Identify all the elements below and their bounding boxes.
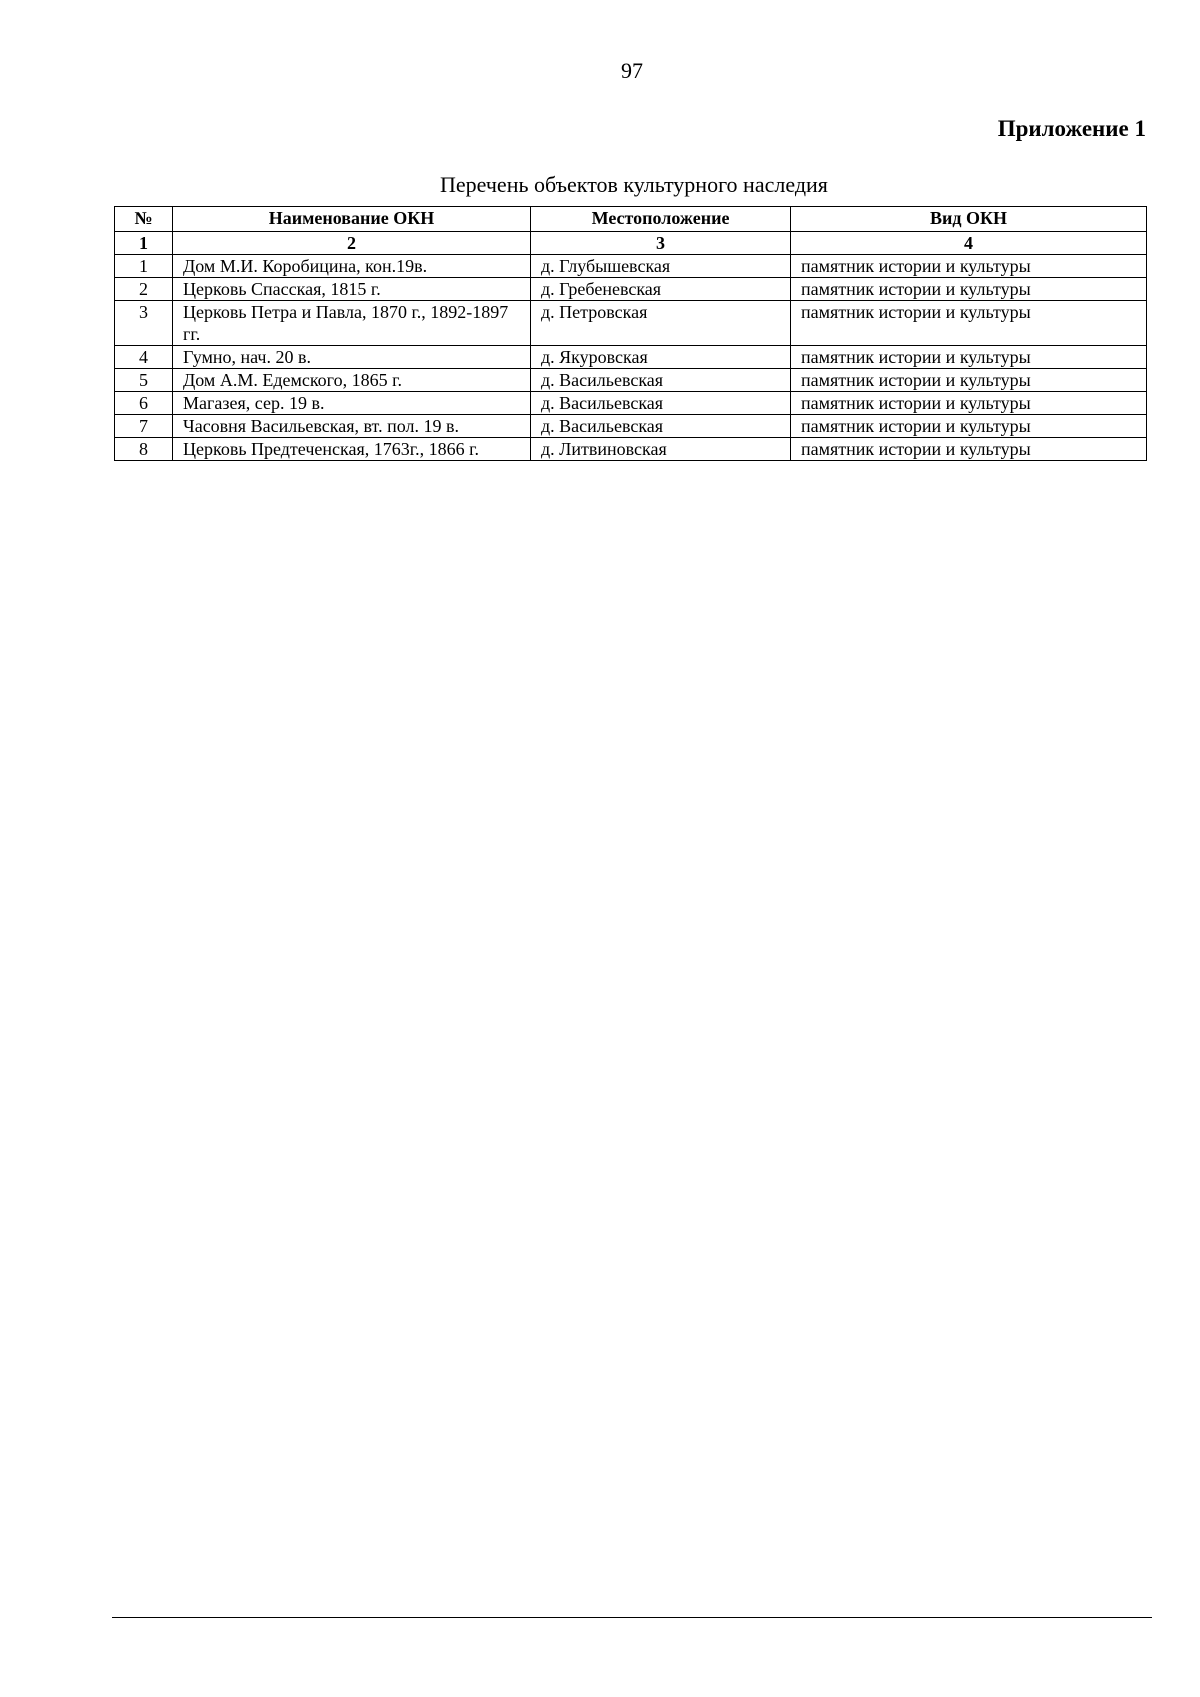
header-name: Наименование ОКН — [173, 207, 531, 232]
table-row — [115, 255, 1147, 278]
column-index-row — [115, 232, 1147, 255]
column-index: 3 — [531, 232, 791, 255]
row-type: памятник истории и культуры — [791, 301, 1147, 346]
row-name: Гумно, нач. 20 в. — [173, 346, 531, 369]
table-row — [115, 346, 1147, 369]
row-location: д. Гребеневская — [531, 278, 791, 301]
column-index: 4 — [791, 232, 1147, 255]
table-row — [115, 392, 1147, 415]
table-row — [115, 415, 1147, 438]
row-name: Церковь Петра и Павла, 1870 г., 1892-1897 гг. — [173, 301, 531, 346]
column-index: 1 — [115, 232, 173, 255]
table-row — [115, 438, 1147, 461]
row-type: памятник истории и культуры — [791, 278, 1147, 301]
row-number: 1 — [115, 255, 173, 278]
row-number: 6 — [115, 392, 173, 415]
row-type: памятник истории и культуры — [791, 255, 1147, 278]
table-header-row — [115, 207, 1147, 232]
row-location: д. Васильевская — [531, 369, 791, 392]
row-location: д. Петровская — [531, 301, 791, 346]
row-type: памятник истории и культуры — [791, 392, 1147, 415]
row-number: 7 — [115, 415, 173, 438]
header-number: № — [115, 207, 173, 232]
row-type: памятник истории и культуры — [791, 369, 1147, 392]
row-number: 8 — [115, 438, 173, 461]
row-name: Церковь Спасская, 1815 г. — [173, 278, 531, 301]
row-name: Часовня Васильевская, вт. пол. 19 в. — [173, 415, 531, 438]
row-name: Дом А.М. Едемского, 1865 г. — [173, 369, 531, 392]
row-location: д. Глубышевская — [531, 255, 791, 278]
row-number: 3 — [115, 301, 173, 346]
row-type: памятник истории и культуры — [791, 346, 1147, 369]
row-type: памятник истории и культуры — [791, 438, 1147, 461]
header-type: Вид ОКН — [791, 207, 1147, 232]
row-number: 5 — [115, 369, 173, 392]
row-number: 4 — [115, 346, 173, 369]
column-index: 2 — [173, 232, 531, 255]
row-location: д. Васильевская — [531, 415, 791, 438]
heritage-objects-table — [114, 206, 1147, 461]
footer-divider — [112, 1617, 1152, 1618]
table-title: Перечень объектов культурного наследия — [440, 172, 828, 197]
page-number: 97 — [621, 58, 643, 83]
appendix-label: Приложение 1 — [997, 116, 1146, 141]
table-row — [115, 369, 1147, 392]
table-row — [115, 278, 1147, 301]
row-name: Магазея, сер. 19 в. — [173, 392, 531, 415]
row-type: памятник истории и культуры — [791, 415, 1147, 438]
row-name: Церковь Предтеченская, 1763г., 1866 г. — [173, 438, 531, 461]
row-location: д. Литвиновская — [531, 438, 791, 461]
row-location: д. Якуровская — [531, 346, 791, 369]
row-name: Дом М.И. Коробицина, кон.19в. — [173, 255, 531, 278]
row-location: д. Васильевская — [531, 392, 791, 415]
header-location: Местоположение — [531, 207, 791, 232]
table-row — [115, 301, 1147, 346]
row-number: 2 — [115, 278, 173, 301]
